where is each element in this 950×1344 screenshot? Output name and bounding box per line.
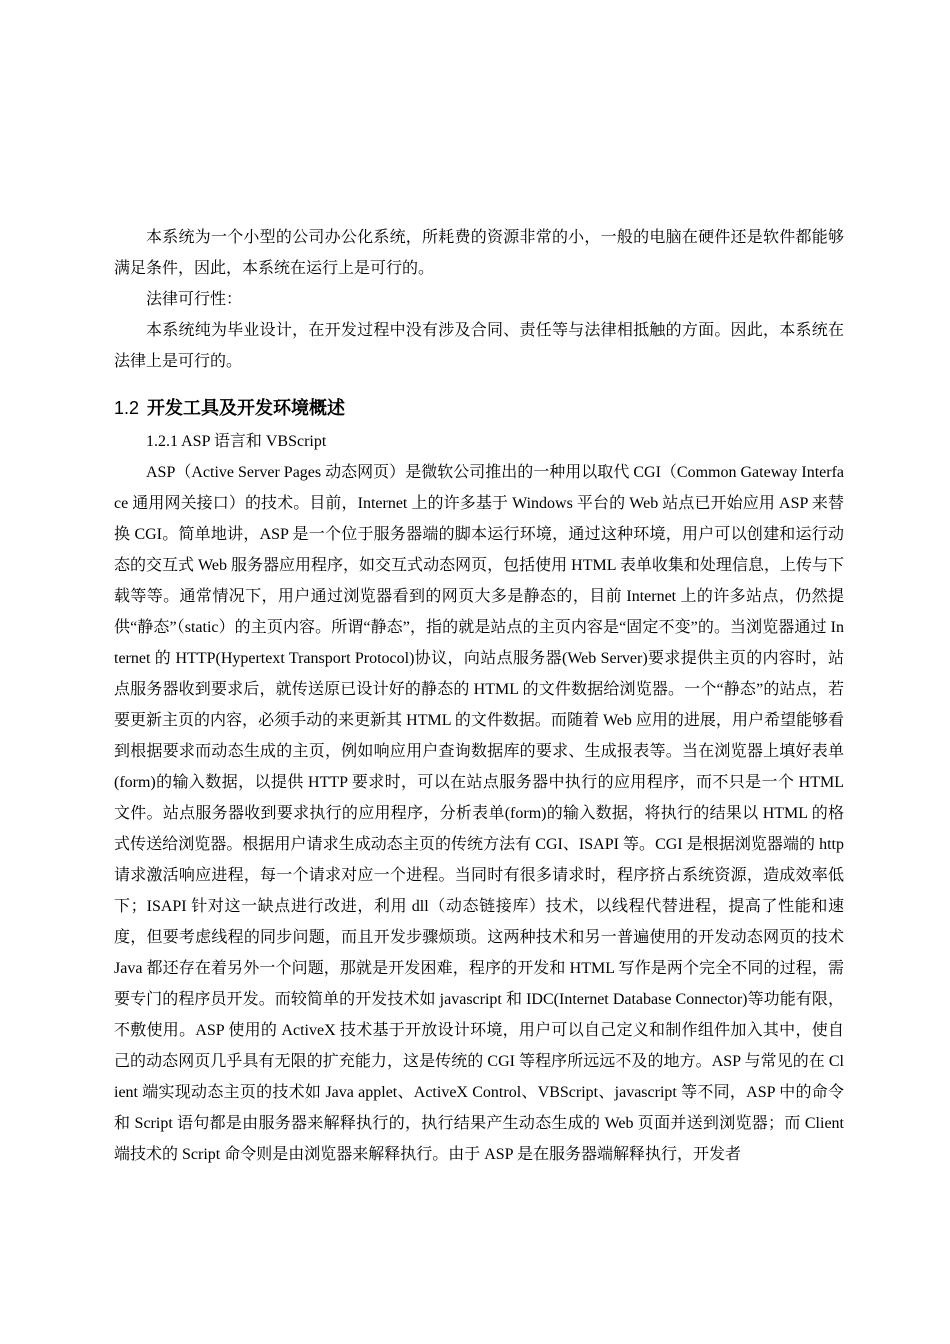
section-number: 1.2 [114,398,140,418]
section-title: 开发工具及开发环境概述 [147,398,346,419]
subsection-heading: 1.2.1 ASP 语言和 VBScript [146,433,327,450]
document-page [114,222,844,1170]
paragraph-operational-feasibility: 本系统为一个小型的公司办公化系统，所耗费的资源非常的小，一般的电脑在硬件还是软件都能够满足条件，因此，本系统在运行上是可行的。 [114,229,844,277]
paragraph-asp-description: ASP（Active Server Pages 动态网页）是微软公司推出的一种用以取代 CGI（Common Gateway Interface 通用网关接口）的技术。目前，Internet 上的许多基于 Windows 平台的 Web 站点已开始应用 ASP 来替换 CGI。简单地讲，ASP 是一个位于服务器端的脚本运行环境，通过这种环境，用户可以创建和运行动态的交互式 Web 服务器应用程序，如交互式动态网页，包括使用 HTML 表单收集和处理信息，上传与下载等等。通常情况下，用户通过浏览器看到的网页大多是静态的，目前 Internet 上的许多站点，仍然提供“静态”（static）的主页内容。所谓“静态”，指的就是站点的主页内容是“固定不变”的。当浏览器通过 Internet 的 HTTP(Hypertext Transport Protocol)协议，向站点服务器(Web Server)要求提供主页的内容时，站点服务器收到要求后，就传送原已设计好的静态的 HTML 的文件数据给浏览器。一个“静态”的站点，若要更新主页的内容，必须手动的来更新其 HTML 的文件数据。而随着 Web 应用的进展，用户希望能够看到根据要求而动态生成的主页，例如响应用户查询数据库的要求、生成报表等。当在浏览器上填好表单(form)的输入数据，以提供 HTTP 要求时，可以在站点服务器中执行的应用程序，而不只是一个 HTML 文件。站点服务器收到要求执行的应用程序，分析表单(form)的输入数据，将执行的结果以 HTML 的格式传送给浏览器。根据用户请求生成动态主页的传统方法有 CGI、ISAPI 等。CGI 是根据浏览器端的 http 请求激活响应进程，每一个请求对应一个进程。当同时有很多请求时，程序挤占系统资源，造成效率低下；ISAPI 针对这一缺点进行改进，利用 dll（动态链接库）技术，以线程代替进程，提高了性能和速度，但要考虑线程的同步问题，而且开发步骤烦琐。这两种技术和另一普遍使用的开发动态网页的技术 Java 都还存在着另外一个问题，那就是开发困难，程序的开发和 HTML 写作是两个完全不同的过程，需要专门的程序员开发。而较简单的开发技术如 javascript 和 IDC(Internet Database Connector)等功能有限，不敷使用。ASP 使用的 ActiveX 技术基于开放设计环境，用户可以自己定义和制作组件加入其中，使自己的动态网页几乎具有无限的扩充能力，这是传统的 CGI 等程序所远远不及的地方。ASP 与常见的在 Client 端实现动态主页的技术如 Java applet、ActiveX Control、VBScript、javascript 等不同，ASP 中的命令和 Script 语句都是由服务器来解释执行的，执行结果产生动态生成的 Web 页面并送到浏览器；而 Client 端技术的 Script 命令则是由浏览器来解释执行。由于 ASP 是在服务器端解释执行，开发者 [114,464,844,1163]
paragraph-legal-feasibility-label: 法律可行性： [146,291,243,308]
section-heading [114,391,844,426]
paragraph-legal-feasibility: 本系统纯为毕业设计，在开发过程中没有涉及合同、责任等与法律相抵触的方面。因此，本系统在法律上是可行的。 [114,322,844,370]
